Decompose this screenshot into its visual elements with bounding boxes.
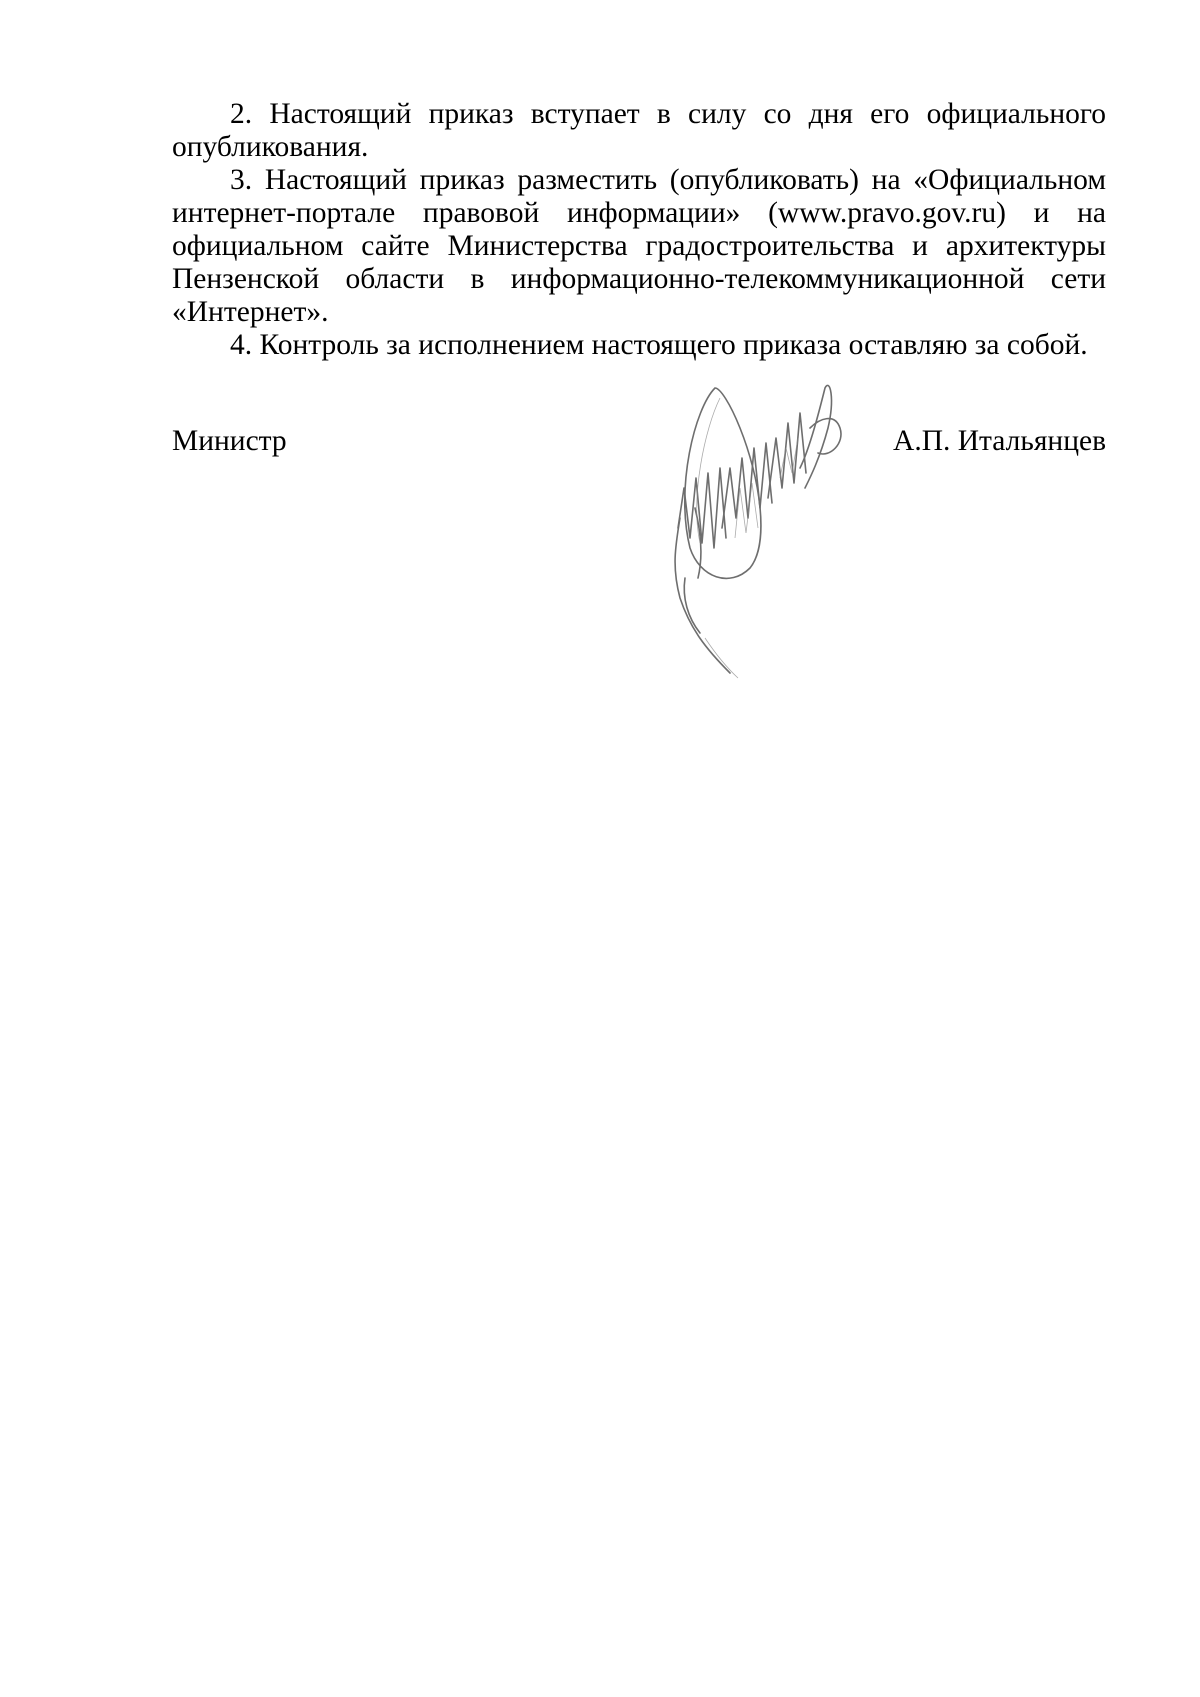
handwritten-signature-icon xyxy=(660,368,860,688)
paragraph-publication: 3. Настоящий приказ разместить (опубликовать) на «Официальном интернет-портале правовой информации» (www.pravo.gov.ru) и на официальном сайте Министерства градостроительства и архитектуры Пензенской области в информационно-телекоммуникационной сети «Интернет». xyxy=(172,164,1106,328)
order-body xyxy=(172,98,1106,362)
signatory-name: А.П. Итальянцев xyxy=(893,425,1106,457)
signature-block xyxy=(172,425,1106,465)
paragraph-control: 4. Контроль за исполнением настоящего приказа оставляю за собой. xyxy=(230,329,1088,361)
paragraph-effective-date: 2. Настоящий приказ вступает в силу со дня его официального опубликования. xyxy=(172,98,1106,163)
signatory-title: Министр xyxy=(172,425,287,457)
